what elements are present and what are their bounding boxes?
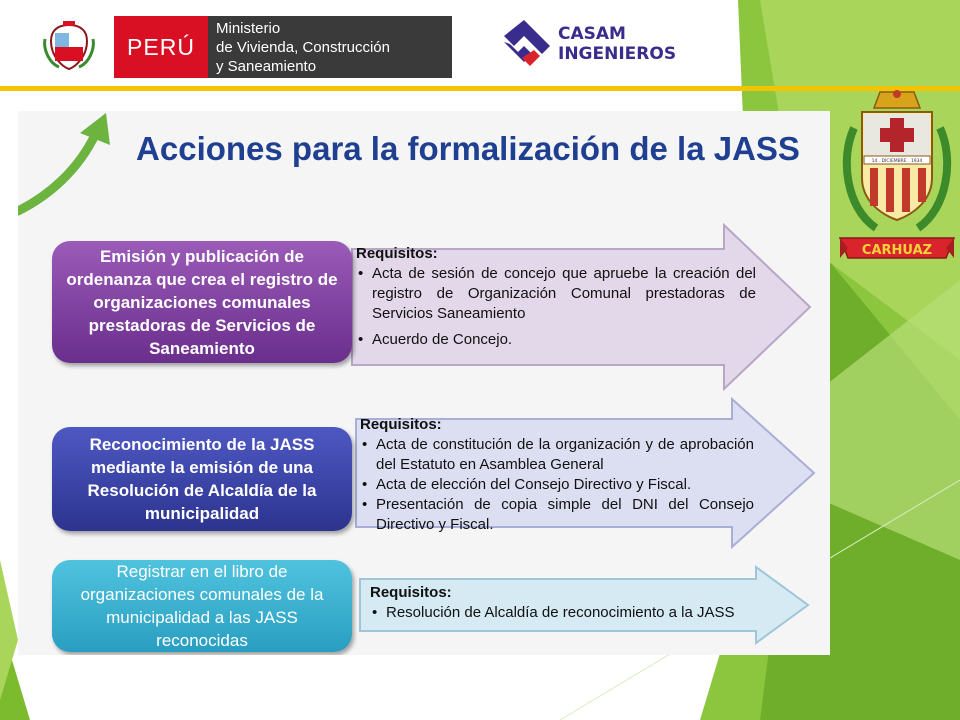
step-3-requirements (370, 583, 770, 623)
government-logo (24, 16, 452, 78)
ministry-line: Ministerio (216, 20, 281, 37)
requirements-title: Requisitos: (370, 584, 452, 601)
requirement-item: • Acuerdo de Concejo. (356, 330, 756, 350)
ministry-line: de Vivienda, Construcción (216, 39, 390, 56)
requirement-item: • Acta de sesión de concejo que apruebe la creación del registro de Organización Comunal prestadoras de Servicios Saneamiento (356, 264, 756, 324)
step-2-requirements (360, 415, 754, 535)
slide-title: Acciones para la formalización de la JASS (136, 130, 800, 167)
formalization-diagram (18, 111, 830, 655)
emblem-banner-text: CARHUAZ (861, 243, 933, 258)
ministry-name (208, 16, 452, 78)
company-line: CASAM (558, 24, 626, 44)
requirement-item: • Resolución de Alcaldía de reconocimiento a la JASS (370, 603, 770, 623)
step-2-action: Reconocimiento de la JASS mediante la emisión de una Resolución de Alcaldía de la municipalidad (52, 427, 352, 531)
company-logo (496, 18, 696, 74)
ministry-line: y Saneamiento (216, 58, 317, 75)
step-1-requirements (356, 244, 756, 350)
company-name (558, 24, 676, 64)
requirements-title: Requisitos: (356, 245, 438, 262)
casam-logo-icon (496, 18, 556, 74)
header-bar (0, 0, 960, 86)
step-3-action: Registrar en el libro de organizaciones comunales de la municipalidad a las JASS reconocidas (52, 560, 352, 652)
requirement-item: • Acta de elección del Consejo Directivo y Fiscal. (360, 475, 754, 495)
curved-arrow-icon (18, 111, 128, 221)
requirements-title: Requisitos: (360, 416, 442, 433)
emblem-ribbon-text: 14 . DICIEMBRE . 1934 (871, 159, 923, 164)
company-line: INGENIEROS (558, 44, 677, 64)
step-1-action: Emisión y publicación de ordenanza que crea el registro de organizaciones comunales prestadoras de Servicios de Saneamiento (52, 241, 352, 363)
carhuaz-emblem-icon (836, 88, 958, 268)
requirement-item: • Presentación de copia simple del DNI del Consejo Directivo y Fiscal. (360, 495, 754, 535)
requirement-item: • Acta de constitución de la organización y de aprobación del Estatuto en Asamblea General (360, 435, 754, 475)
header-divider (0, 86, 960, 91)
peru-coat-of-arms-icon (24, 16, 114, 78)
country-label: PERÚ (114, 16, 208, 78)
